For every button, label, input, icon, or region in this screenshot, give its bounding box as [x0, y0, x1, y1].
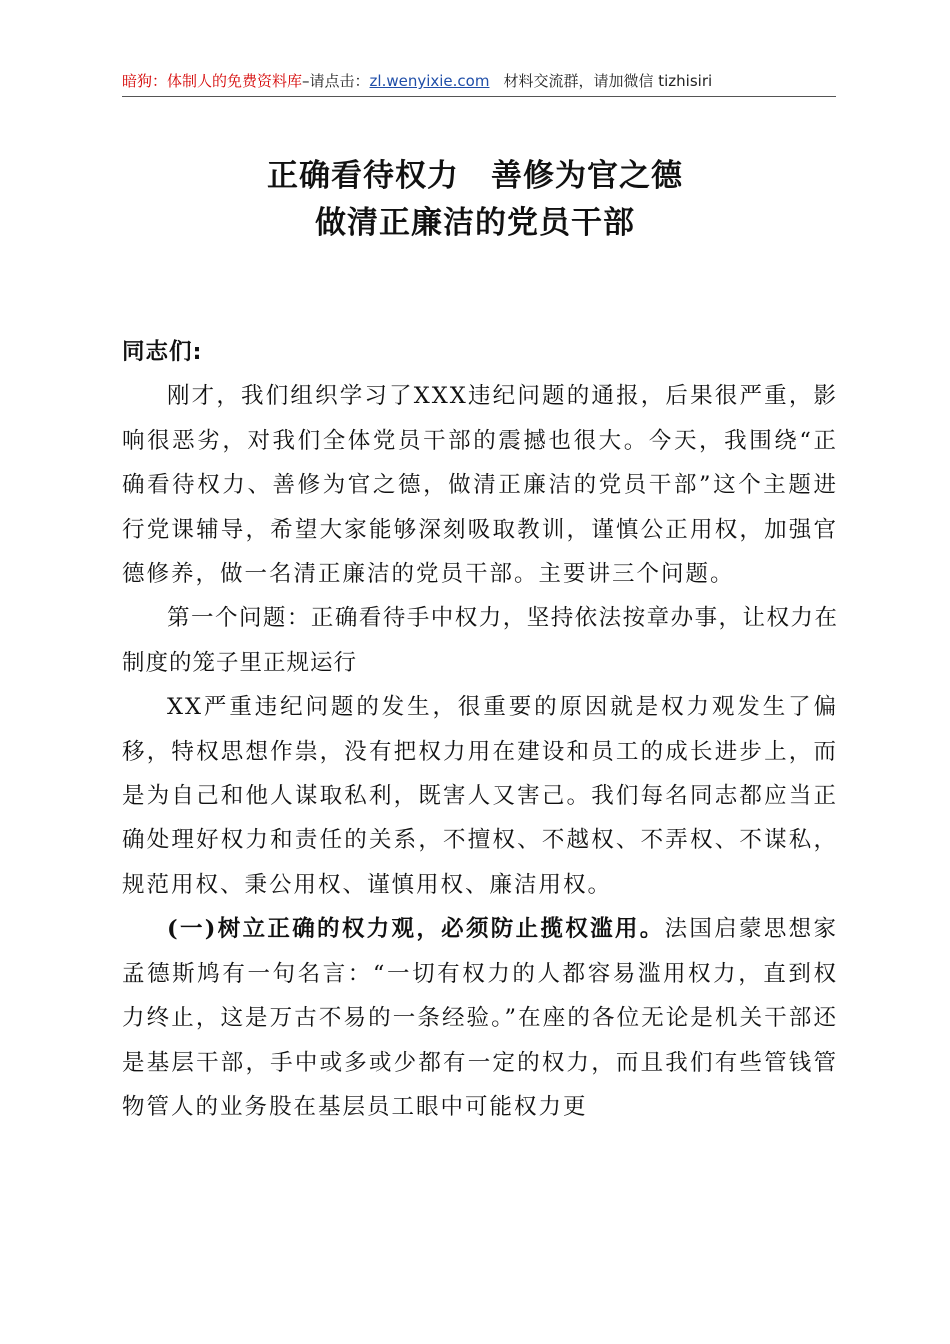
intro-paragraph: 刚才，我们组织学习了XXX违纪问题的通报，后果很严重，影响很恶劣，对我们全体党员干部的震撼也很大。今天，我围绕“正确看待权力、善修为官之德，做清正廉洁的党员干部”这个主题进行党课辅导，希望大家能够深刻吸取教训，谨慎公正用权，加强官德修养，做一名清正廉洁的党员干部。主要讲三个问题。 — [122, 383, 838, 588]
document-body — [122, 330, 838, 1129]
salutation: 同志们: — [122, 339, 203, 365]
page-header — [122, 68, 836, 96]
section-1-paragraph: XX严重违纪问题的发生，很重要的原因就是权力观发生了偏移，特权思想作祟，没有把权力用在建设和员工的成长进步上，而是为自己和他人谋取私利，既害人又害己。我们每名同志都应当正确处理好权力和责任的关系，不擅权、不越权、不弄权、不谋私，规范用权、秉公用权、谨慎用权、廉洁用权。 — [122, 694, 838, 898]
header-click-prompt: –请点击： — [302, 72, 370, 90]
subsection-1-heading: (一)树立正确的权力观，必须防止揽权滥用。 — [167, 916, 665, 943]
header-divider — [122, 96, 836, 97]
subsection-1-text: 法国启蒙思想家孟德斯鸠有一句名言：“一切有权力的人都容易滥用权力，直到权力终止，这是万古不易的一条经验。”在座的各位无论是机关干部还是基层干部，手中或多或少都有一定的权力，而且我们有些管钱管物管人的业务股在基层员工眼中可能权力更 — [122, 916, 838, 1120]
header-link[interactable]: zl.wenyixie.com — [369, 72, 490, 90]
header-source-label: 暗狗：体制人的免费资料库 — [122, 72, 303, 90]
header-wechat-note: 材料交流群，请加微信 tizhisiri — [503, 72, 713, 90]
section-1-heading: 第一个问题：正确看待手中权力，坚持依法按章办事，让权力在制度的笼子里正规运行 — [122, 605, 838, 676]
document-title-line-2: 做清正廉洁的党员干部 — [315, 205, 635, 241]
document-title-line-1: 正确看待权力 善修为官之德 — [267, 158, 683, 194]
subsection-1-paragraph — [122, 907, 838, 1129]
